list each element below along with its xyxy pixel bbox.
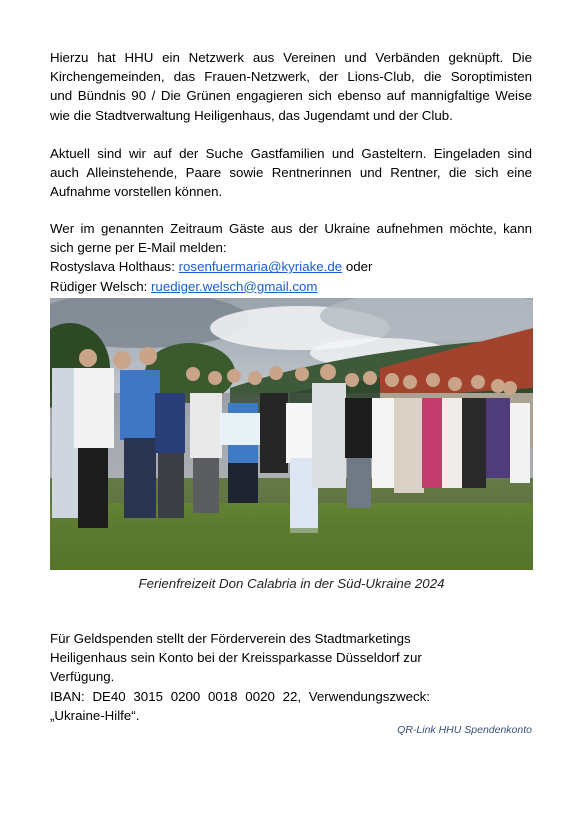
text-line: Verfügung. — [50, 669, 115, 685]
text-line: „Ukraine-Hilfe“. — [50, 707, 140, 723]
text-line: Aufnahme vorstellen können. — [50, 184, 223, 200]
contact-line-welsch — [50, 277, 532, 296]
text-line: Für Geldspenden stellt der Förderverein des Stadtmarketings — [50, 631, 411, 646]
contact-suffix: oder — [342, 259, 373, 275]
paragraph-network — [50, 48, 532, 125]
paragraph-host-families — [50, 144, 532, 202]
text-line: Aktuell sind wir auf der Suche Gastfamilien und Gasteltern. Eingeladen sind — [50, 146, 532, 161]
text-line: Heiligenhaus sein Konto bei der Kreissparkasse Düsseldorf zur — [50, 650, 422, 666]
email-link-holthaus[interactable]: rosenfuermaria@kyriake.de — [178, 259, 343, 275]
text-line: Wer im genannten Zeitraum Gäste aus der Ukraine aufnehmen möchte, kann — [50, 221, 532, 236]
text-line: Hierzu hat HHU ein Netzwerk aus Vereinen und Verbänden geknüpft. Die — [50, 50, 532, 65]
group-photo — [50, 298, 533, 570]
text-line: wie die Stadtverwaltung Heiligenhaus, das Jugendamt und der Club. — [50, 107, 453, 123]
contact-name: Rüdiger Welsch: — [50, 278, 151, 294]
qr-link-note: QR-Link HHU Spendenkonto — [397, 724, 532, 736]
text-line: auch Alleinstehende, Paare sowie Rentnerinnen und Rentner, die sich eine — [50, 165, 532, 181]
text-line: und Bündnis 90 / Die Grünen engagieren sich ebenso auf mannigfaltige Weise — [50, 88, 532, 104]
iban-line: IBAN: DE40 3015 0200 0018 0020 22, Verwendungszweck: — [50, 688, 430, 704]
contact-name: Rostyslava Holthaus: — [50, 259, 179, 275]
text-line: Kirchengemeinden, das Frauen-Netzwerk, der Lions-Club, die Soroptimisten — [50, 69, 532, 85]
paragraph-donations — [50, 629, 430, 725]
contact-line-holthaus — [50, 257, 532, 276]
paragraph-contact — [50, 219, 532, 296]
email-link-welsch[interactable]: ruediger.welsch@gmail.com — [151, 278, 318, 294]
text-line: sich gerne per E-Mail melden: — [50, 240, 227, 256]
photo-caption: Ferienfreizeit Don Calabria in der Süd-Ukraine 2024 — [138, 576, 445, 591]
